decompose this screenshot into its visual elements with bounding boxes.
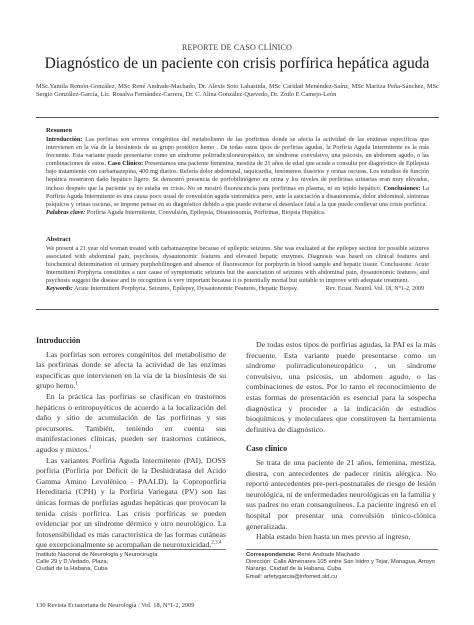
author-list: MSc.Yamila Remón-González, MSc René Andrade-Machado, Dr. Alexis Soto Labastida, MSc Caridad Menéndez-Saínz, MSc Maritza Peña-Sánchez, MSc Sergio González-García, Lic. Rosalva Fernández-Carrera, Dr. C. Alina González-Quevedo, Dr. Zoilo E Camejo-León bbox=[36, 83, 439, 99]
ref-marker: 2,3,4 bbox=[211, 540, 222, 546]
affiliation-footnote: Instituto Nacional de Neurologia y Neurocirugía Calle 29 y D,Vedado, Plaza, Ciudad de la Habana, Cuba bbox=[36, 552, 158, 573]
resumen-keywords-label: Palabras clave: bbox=[46, 208, 86, 216]
abstract-body: We present a 21 year old woman treated with carbamazepine because of epileptic seizures. She was evaluated at the epilepsy section for possible seizures associated with abdominal pain, psychosis, dysautonomic features and elevated hepatic enzymes. Diagnosis was based on clinical features and biochemical determination of urinary porphobilinogen and absence of fluorescence for porphyrin in blood sample and hepatic tissue. Conclusions: Acute Intermittent Porphyria constitutes a rare cause of symptomatic seizures but the association of seizures with abdominal pain, dysautonomic features, and psychosis suggest the disease and its recognition is very important because it is potentially mortal but suitable to improve with adequate treatment. bbox=[46, 245, 429, 285]
correspondence-footnote bbox=[246, 552, 438, 581]
resumen-heading: Resumen bbox=[46, 127, 73, 134]
page-footer: 130 Revista Ecuatoriana de Neurología / Vol. 18, N°1-2, 2009 bbox=[36, 602, 195, 609]
correspondence-address: Dirección: Calle Almenares 105 entre San Isidro y Tejar, Managua, Arroyo Naranjo, Ciudad de la Habana, Cuba bbox=[246, 559, 436, 573]
correspondence-email[interactable]: Email: arfetygarcia@infomed.sld.cu bbox=[246, 573, 338, 580]
footnote-rule-left bbox=[36, 549, 226, 550]
resumen-intro-label: Introducción: bbox=[46, 136, 83, 143]
correspondence-label: Correspondencia: bbox=[246, 552, 296, 558]
footnote-rule-right bbox=[246, 549, 438, 550]
article-title: Diagnóstico de un paciente con crisis porfírica hepática aguda bbox=[44, 55, 430, 72]
abstract-keywords: Acute Intermittent Porphyria. Seizures, Epilepsy, Dysautonomic Features, Hepatic Biopsy. bbox=[74, 285, 299, 293]
ref-marker: 1 bbox=[75, 381, 78, 387]
intro-paragraph-3: Las variantes Porfiria Aguda Intermitente (PAI), DOSS porfiria (Porfiria por Déficit de la Deshidratasa del Acido Gamma Amino Levulénico - PAALD), la Coproporfiria Hereditaria (CPH) y la Porfiria Variegata (PV) son las únicas formas de porfirias agudas hepáticas que provocan la tenida crisis porfírica. Las crisis porfíricas se pueden evidenciar por un síndrome dérmico y otro neurológico. La fotosensibilidad es más característica de las formas cutáneas que excepcionalmente se acompañan de neurotoxicidad.$^{2,3,4}$ bbox=[36, 455, 226, 550]
case-paragraph-2: Había estado bien hasta un mes previo al ingreso, bbox=[256, 532, 411, 542]
ref-marker: 1 bbox=[89, 445, 92, 451]
resumen-keywords: Porfiria Aguda Intermitente, Convulsión, Epilepsia, Disautonomía, Porfirinas, Biopsia Hepática. bbox=[86, 208, 326, 216]
resumen-conclusions: La Porfiria Aguda Intermitente es una causa poco usual de convulsión aguda sintomática pero, ante la asociación a disautonomía, dolor abdominal, síntomas psíquicos y orinas oscuras, se impone pensar en su diagnóstico debido a que puede evitarse el desenlace fatal a la que puede conllevar una crisis porfírica. bbox=[46, 184, 429, 208]
journal-citation: Rev. Ecuat. Neurol. Vol. 18, N°1-2, 2009 bbox=[325, 286, 424, 292]
abstract-box bbox=[36, 117, 439, 310]
intro-paragraph-2: En la práctica las porfirias se clasifican en trastornos hepáticos o eritropoyéticos de acuerdo a la localización del daño y sitio de acumulación de las porfirinas y sus precursores. También, teniendo en cuenta sus manifestaciones clínicas, pueden ser trastornos cutáneos, agudos y mixtos.$^1$ bbox=[36, 391, 226, 454]
section-label: REPORTE DE CASO CLÍNICO bbox=[181, 43, 293, 52]
left-column bbox=[36, 336, 226, 551]
abstract-keywords-label: Keywords: bbox=[46, 285, 73, 293]
correspondence-name: René Andrade Machado bbox=[297, 552, 360, 558]
resumen-intro: Las porfirias son errores congénitos del metabolismo de las porfirinas donde se afecta la actividad de las enzimas específicas que intervienen en la vía de la biosíntesis de su grupo protético hemo . De todas estos tipos de porfirias agudas, la Porfiria Aguda Intermitente es la más frecuente. Esta variante puede presentarse como un síndrome polirradiculoneuropático, un síndrome convulsivo, una psicosis, un abdomen agudo, o las combinaciones de estos. bbox=[46, 136, 430, 168]
abstract-heading: Abstract bbox=[46, 236, 71, 243]
right-column bbox=[246, 340, 436, 543]
resumen-case: Presentamos una paciente femenina, mestiza de 21 años de edad que acude a consulta por diagnóstico de Epilepsia bajo tratamiento con carbamazepina, 400 mg diarios. Refería dolor abdominal, taquicardia, fenómenos ilusorios y orinas oscuras. Los estudios de función hepática mostraron daño hepático ligero. Se demostró presencia de porfobilinógeno en orina y los niveles de porfirinas urinarias eran muy elevados, incluso después que la paciente ya no estaba en crisis. No se mostró fluorescencia para porfirinas en plasma, ni en tejido hepático. bbox=[46, 160, 430, 192]
resumen-case-label: Caso Clínico: bbox=[107, 160, 144, 168]
right-paragraph-1: De todas estos tipos de porfirias agudas, la PAI es la más frecuente. Esta variante puede presentarse como un síndrome polirradiculoneuropático , un síndrome convulsivo, una psicosis, un abdomen agudo, o las combinaciones de estos. Por lo tanto el reconocimiento de estas formas de presentación es esencial para la sospecha diagnóstica y proceder a la indicación de estudios bioquímicos y moleculares que constituyen la herramienta definitiva de diagnóstico. bbox=[246, 340, 436, 434]
introduccion-heading: Introducción bbox=[36, 336, 81, 345]
case-paragraph-1: Se trata de una paciente de 21 años, femenina, mestiza, diestra, con antecedentes de padecer rinitis alérgica. No reportó antecedentes pre-peri-postnatales de riesgo de lesión neurológica, ni de enfermedades neurológicas en la familia y sus padres no eran consanguíneos. La paciente ingresó en el hospital por presentar una convulsión tónico-clónica generalizada. bbox=[246, 457, 436, 531]
caso-clinico-heading: Caso clínico bbox=[246, 444, 288, 454]
intro-paragraph-1: Las porfirias son errores congénitos del metabolismo de las porfirinas donde se afecta la actividad de las enzimas específicas que intervienen en la vía de la biosíntesis de su grupo hemo.$^1$ bbox=[36, 349, 226, 391]
resumen-conclusions-label: Conclusiones: bbox=[383, 184, 421, 192]
resumen-text bbox=[46, 136, 429, 217]
